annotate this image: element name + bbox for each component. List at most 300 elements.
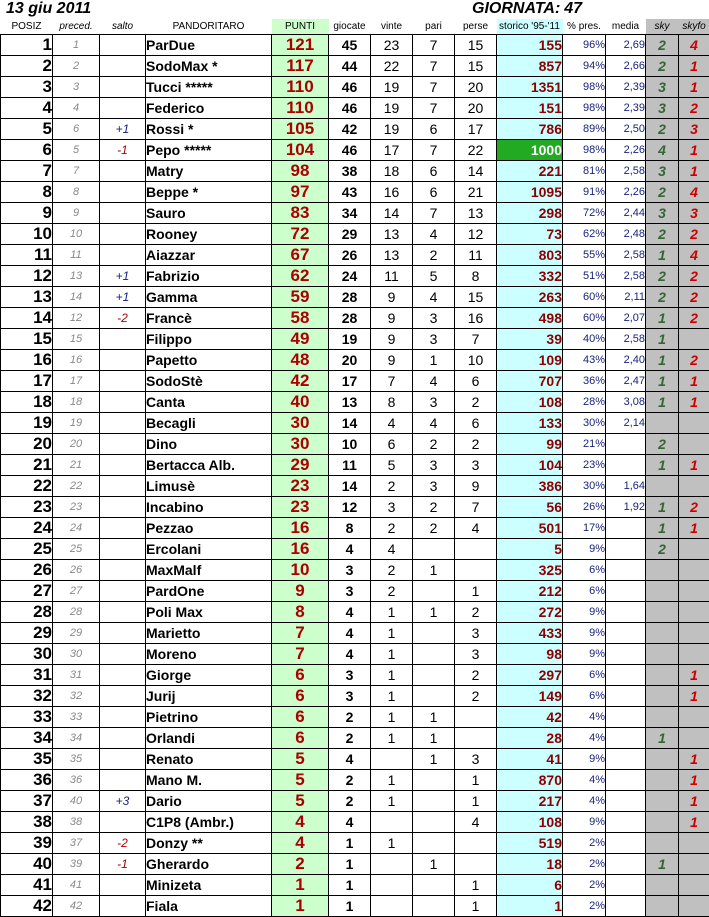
wins-cell: 11 [371,266,413,287]
draws-cell: 7 [413,203,455,224]
wins-cell: 1 [371,791,413,812]
table-row [1,686,709,707]
previous-position-cell: 8 [53,182,100,203]
historic-points-cell: 272 [497,602,563,623]
wins-cell: 4 [371,539,413,560]
attendance-cell: 9% [563,644,606,665]
attendance-cell: 98% [563,140,606,161]
previous-position-cell: 41 [53,875,100,896]
average-cell [606,791,646,812]
player-name-cell: Sauro [146,203,272,224]
wins-cell: 19 [371,77,413,98]
skyfo-cell [679,560,709,581]
attendance-cell: 9% [563,623,606,644]
points-cell: 6 [272,728,329,749]
skyfo-cell: 2 [679,497,709,518]
table-row [1,182,709,203]
previous-position-cell: 28 [53,602,100,623]
played-cell: 4 [329,812,371,833]
previous-position-cell: 24 [53,518,100,539]
losses-cell: 14 [455,161,497,182]
historic-points-cell: 332 [497,266,563,287]
played-cell: 28 [329,308,371,329]
skyfo-cell [679,623,709,644]
wins-cell: 2 [371,518,413,539]
wins-cell: 1 [371,665,413,686]
sky-cell: 2 [646,539,679,560]
historic-points-cell: 6 [497,875,563,896]
table-row [1,350,709,371]
played-cell: 17 [329,371,371,392]
draws-cell: 1 [413,854,455,875]
played-cell: 4 [329,644,371,665]
skyfo-cell: 3 [679,119,709,140]
average-cell: 2,11 [606,287,646,308]
sky-cell: 1 [646,854,679,875]
draws-cell: 3 [413,455,455,476]
losses-cell: 7 [455,329,497,350]
losses-cell: 3 [455,749,497,770]
skyfo-cell [679,581,709,602]
position-cell: 22 [1,476,53,497]
historic-points-cell: 519 [497,833,563,854]
losses-cell: 7 [455,497,497,518]
average-cell [606,581,646,602]
position-cell: 38 [1,812,53,833]
skyfo-cell: 4 [679,35,709,56]
position-change-cell [100,581,146,602]
skyfo-cell: 4 [679,182,709,203]
points-cell: 7 [272,644,329,665]
table-row [1,854,709,875]
historic-points-cell: 42 [497,707,563,728]
wins-cell: 1 [371,833,413,854]
wins-cell: 7 [371,371,413,392]
average-cell [606,749,646,770]
sky-cell: 2 [646,182,679,203]
sky-cell [646,812,679,833]
skyfo-cell [679,329,709,350]
points-cell: 58 [272,308,329,329]
historic-points-cell: 18 [497,854,563,875]
played-cell: 3 [329,665,371,686]
played-cell: 1 [329,854,371,875]
wins-cell: 16 [371,182,413,203]
wins-cell: 19 [371,98,413,119]
points-cell: 6 [272,665,329,686]
previous-position-cell: 16 [53,350,100,371]
historic-points-cell: 73 [497,224,563,245]
previous-position-cell: 2 [53,56,100,77]
average-cell: 1,64 [606,476,646,497]
average-cell [606,560,646,581]
table-row [1,203,709,224]
draws-cell: 1 [413,707,455,728]
table-row [1,560,709,581]
wins-cell: 3 [371,497,413,518]
draws-cell [413,644,455,665]
draws-cell: 4 [413,287,455,308]
wins-cell: 1 [371,707,413,728]
player-name-cell: Matry [146,161,272,182]
previous-position-cell: 32 [53,686,100,707]
points-cell: 4 [272,833,329,854]
player-name-cell: Beppe * [146,182,272,203]
position-change-cell [100,203,146,224]
previous-position-cell: 42 [53,896,100,917]
attendance-cell: 55% [563,245,606,266]
played-cell: 20 [329,350,371,371]
average-cell: 2,26 [606,182,646,203]
skyfo-cell: 1 [679,455,709,476]
position-change-cell [100,161,146,182]
player-name-cell: Federico [146,98,272,119]
header-row [1,19,709,35]
table-row [1,518,709,539]
table-row [1,308,709,329]
losses-cell: 1 [455,770,497,791]
sky-cell: 2 [646,266,679,287]
position-cell: 18 [1,392,53,413]
average-cell: 3,08 [606,392,646,413]
skyfo-cell: 2 [679,350,709,371]
average-cell [606,833,646,854]
position-cell: 19 [1,413,53,434]
table-row [1,98,709,119]
points-cell: 2 [272,854,329,875]
wins-cell: 6 [371,434,413,455]
draws-cell: 7 [413,35,455,56]
table-row [1,434,709,455]
attendance-cell: 2% [563,875,606,896]
skyfo-cell: 2 [679,98,709,119]
previous-position-cell: 19 [53,413,100,434]
draws-cell: 6 [413,182,455,203]
position-cell: 30 [1,644,53,665]
position-change-cell [100,224,146,245]
average-cell: 2,48 [606,224,646,245]
played-cell: 43 [329,182,371,203]
losses-cell [455,707,497,728]
col-header-pres: % pres. [563,19,606,35]
draws-cell [413,812,455,833]
position-change-cell [100,707,146,728]
skyfo-cell: 4 [679,245,709,266]
attendance-cell: 4% [563,707,606,728]
losses-cell: 17 [455,119,497,140]
wins-cell: 14 [371,203,413,224]
position-cell: 11 [1,245,53,266]
wins-cell [371,896,413,917]
wins-cell: 23 [371,35,413,56]
points-cell: 117 [272,56,329,77]
losses-cell: 1 [455,875,497,896]
player-name-cell: Pietrino [146,707,272,728]
attendance-cell: 9% [563,602,606,623]
historic-points-cell: 263 [497,287,563,308]
sky-cell: 3 [646,203,679,224]
sky-cell: 1 [646,518,679,539]
player-name-cell: Renato [146,749,272,770]
historic-points-cell: 501 [497,518,563,539]
table-row [1,56,709,77]
draws-cell [413,623,455,644]
played-cell: 3 [329,686,371,707]
sky-cell: 1 [646,371,679,392]
sky-cell [646,476,679,497]
position-cell: 42 [1,896,53,917]
skyfo-cell [679,896,709,917]
col-header-storico: storico '95-'11 [497,19,563,35]
previous-position-cell: 17 [53,371,100,392]
sky-cell: 2 [646,434,679,455]
played-cell: 42 [329,119,371,140]
historic-points-cell: 786 [497,119,563,140]
historic-points-cell: 1000 [497,140,563,161]
draws-cell: 6 [413,161,455,182]
wins-cell: 13 [371,224,413,245]
table-row [1,329,709,350]
position-change-cell [100,77,146,98]
played-cell: 46 [329,98,371,119]
previous-position-cell: 15 [53,329,100,350]
played-cell: 26 [329,245,371,266]
player-name-cell: Limusè [146,476,272,497]
skyfo-cell: 1 [679,392,709,413]
points-cell: 29 [272,455,329,476]
wins-cell: 1 [371,686,413,707]
average-cell: 2,39 [606,98,646,119]
draws-cell [413,665,455,686]
skyfo-cell: 1 [679,161,709,182]
losses-cell: 21 [455,182,497,203]
points-cell: 1 [272,875,329,896]
historic-points-cell: 98 [497,644,563,665]
sky-cell: 1 [646,350,679,371]
matchday-label-text: GIORNATA: [472,0,560,17]
player-name-cell: Gherardo [146,854,272,875]
position-change-cell [100,644,146,665]
historic-points-cell: 707 [497,371,563,392]
previous-position-cell: 10 [53,224,100,245]
historic-points-cell: 5 [497,539,563,560]
sky-cell [646,602,679,623]
position-change-cell [100,686,146,707]
table-row [1,119,709,140]
historic-points-cell: 41 [497,749,563,770]
played-cell: 34 [329,203,371,224]
losses-cell: 13 [455,203,497,224]
draws-cell: 3 [413,476,455,497]
position-change-cell [100,770,146,791]
average-cell [606,707,646,728]
previous-position-cell: 31 [53,665,100,686]
average-cell [606,518,646,539]
losses-cell: 15 [455,287,497,308]
draws-cell [413,896,455,917]
average-cell [606,896,646,917]
skyfo-cell: 1 [679,770,709,791]
player-name-cell: Dario [146,791,272,812]
played-cell: 46 [329,140,371,161]
losses-cell: 16 [455,308,497,329]
points-cell: 48 [272,350,329,371]
historic-points-cell: 298 [497,203,563,224]
standings-table [0,19,709,917]
historic-points-cell: 99 [497,434,563,455]
wins-cell: 9 [371,329,413,350]
position-cell: 9 [1,203,53,224]
draws-cell [413,833,455,854]
skyfo-cell [679,644,709,665]
historic-points-cell: 433 [497,623,563,644]
attendance-cell: 72% [563,203,606,224]
sky-cell [646,791,679,812]
sky-cell: 1 [646,728,679,749]
losses-cell: 15 [455,35,497,56]
table-row [1,413,709,434]
table-row [1,812,709,833]
average-cell: 2,44 [606,203,646,224]
position-cell: 3 [1,77,53,98]
average-cell: 2,50 [606,119,646,140]
player-name-cell: Pepo ***** [146,140,272,161]
losses-cell: 1 [455,791,497,812]
played-cell: 2 [329,791,371,812]
col-header-posiz: POSIZ [1,19,53,35]
previous-position-cell: 25 [53,539,100,560]
average-cell: 2,58 [606,329,646,350]
points-cell: 16 [272,539,329,560]
position-change-cell [100,518,146,539]
losses-cell: 2 [455,392,497,413]
skyfo-cell: 2 [679,224,709,245]
previous-position-cell: 34 [53,728,100,749]
attendance-cell: 98% [563,98,606,119]
played-cell: 3 [329,581,371,602]
position-cell: 7 [1,161,53,182]
points-cell: 121 [272,35,329,56]
position-cell: 29 [1,623,53,644]
previous-position-cell: 37 [53,833,100,854]
position-cell: 12 [1,266,53,287]
previous-position-cell: 5 [53,140,100,161]
previous-position-cell: 30 [53,644,100,665]
wins-cell: 9 [371,287,413,308]
sky-cell [646,665,679,686]
played-cell: 13 [329,392,371,413]
losses-cell: 1 [455,896,497,917]
player-name-cell: Rooney [146,224,272,245]
attendance-cell: 40% [563,329,606,350]
sky-cell [646,413,679,434]
attendance-cell: 2% [563,896,606,917]
position-cell: 6 [1,140,53,161]
player-name-cell: Pezzao [146,518,272,539]
wins-cell: 18 [371,161,413,182]
losses-cell: 2 [455,602,497,623]
skyfo-cell: 1 [679,371,709,392]
wins-cell: 1 [371,770,413,791]
table-row [1,266,709,287]
historic-points-cell: 1 [497,896,563,917]
draws-cell: 1 [413,602,455,623]
table-row [1,896,709,917]
losses-cell: 6 [455,371,497,392]
points-cell: 105 [272,119,329,140]
historic-points-cell: 108 [497,392,563,413]
position-change-cell [100,497,146,518]
position-change-cell [100,329,146,350]
player-name-cell: Dino [146,434,272,455]
points-cell: 72 [272,224,329,245]
position-change-cell [100,56,146,77]
average-cell [606,602,646,623]
col-header-player: PANDORITARO [146,19,272,35]
skyfo-cell [679,602,709,623]
position-change-cell: +1 [100,119,146,140]
average-cell [606,728,646,749]
played-cell: 14 [329,413,371,434]
position-cell: 34 [1,728,53,749]
historic-points-cell: 857 [497,56,563,77]
average-cell [606,875,646,896]
player-name-cell: Jurij [146,686,272,707]
table-row [1,833,709,854]
previous-position-cell: 9 [53,203,100,224]
wins-cell: 1 [371,623,413,644]
skyfo-cell [679,539,709,560]
losses-cell: 6 [455,413,497,434]
skyfo-cell: 1 [679,749,709,770]
draws-cell: 2 [413,518,455,539]
historic-points-cell: 803 [497,245,563,266]
historic-points-cell: 39 [497,329,563,350]
position-cell: 4 [1,98,53,119]
position-change-cell [100,476,146,497]
points-cell: 62 [272,266,329,287]
attendance-cell: 60% [563,308,606,329]
table-row [1,623,709,644]
average-cell [606,665,646,686]
table-row [1,791,709,812]
average-cell: 2,07 [606,308,646,329]
points-cell: 40 [272,392,329,413]
table-row [1,77,709,98]
position-change-cell [100,245,146,266]
previous-position-cell: 33 [53,707,100,728]
played-cell: 24 [329,266,371,287]
historic-points-cell: 108 [497,812,563,833]
points-cell: 16 [272,518,329,539]
draws-cell [413,791,455,812]
points-cell: 104 [272,140,329,161]
sky-cell: 2 [646,287,679,308]
position-cell: 36 [1,770,53,791]
losses-cell [455,728,497,749]
draws-cell: 5 [413,266,455,287]
col-header-preced: preced. [53,19,100,35]
sky-cell [646,707,679,728]
points-cell: 6 [272,686,329,707]
points-cell: 8 [272,602,329,623]
points-cell: 30 [272,413,329,434]
position-cell: 8 [1,182,53,203]
losses-cell: 4 [455,812,497,833]
played-cell: 46 [329,77,371,98]
player-name-cell: Aiazzar [146,245,272,266]
table-row [1,770,709,791]
